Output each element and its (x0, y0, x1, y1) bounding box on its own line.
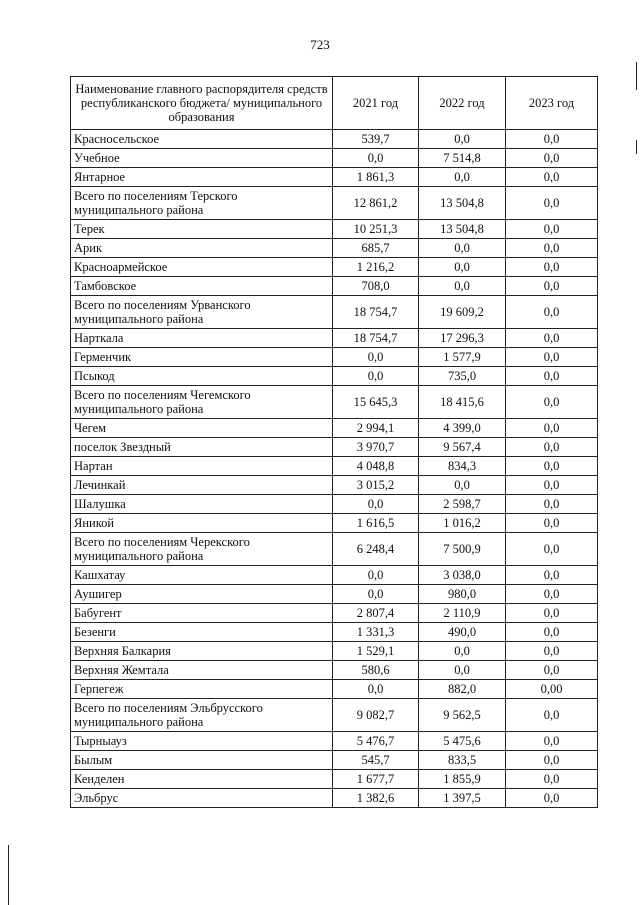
cell-2021: 0,0 (333, 367, 419, 386)
cell-2022: 0,0 (419, 661, 506, 680)
table-row (71, 680, 598, 699)
cell-2021: 685,7 (333, 239, 419, 258)
cell-2021: 2 807,4 (333, 604, 419, 623)
cell-2023: 0,0 (506, 457, 598, 476)
cell-2021: 580,6 (333, 661, 419, 680)
cell-2021: 1 216,2 (333, 258, 419, 277)
cell-2023: 0,0 (506, 476, 598, 495)
cell-2021: 18 754,7 (333, 329, 419, 348)
cell-2022: 0,0 (419, 476, 506, 495)
cell-2023: 0,0 (506, 296, 598, 329)
cell-name: Шалушка (71, 495, 333, 514)
cell-2023: 0,0 (506, 348, 598, 367)
header-2021: 2021 год (333, 77, 419, 130)
cell-2022: 834,3 (419, 457, 506, 476)
cell-2021: 12 861,2 (333, 187, 419, 220)
cell-2021: 6 248,4 (333, 533, 419, 566)
cell-2023: 0,0 (506, 187, 598, 220)
cell-2021: 0,0 (333, 566, 419, 585)
table-row (71, 419, 598, 438)
cell-name: Тамбовское (71, 277, 333, 296)
cell-name: Верхняя Жемтала (71, 661, 333, 680)
cell-2023: 0,0 (506, 661, 598, 680)
table-row-total (71, 533, 598, 566)
cell-2023: 0,0 (506, 642, 598, 661)
cell-2023: 0,0 (506, 604, 598, 623)
table-row-total (71, 699, 598, 732)
cell-2021: 1 616,5 (333, 514, 419, 533)
table-row (71, 239, 598, 258)
table-row (71, 642, 598, 661)
cell-name: Всего по поселениям Эльбрусского муниципального района (71, 699, 333, 732)
cell-2023: 0,0 (506, 419, 598, 438)
cell-2023: 0,0 (506, 751, 598, 770)
cell-2022: 1 855,9 (419, 770, 506, 789)
header-2023: 2023 год (506, 77, 598, 130)
cell-2022: 5 475,6 (419, 732, 506, 751)
cell-2022: 882,0 (419, 680, 506, 699)
table-row (71, 168, 598, 187)
table-row-total (71, 296, 598, 329)
cell-2022: 2 110,9 (419, 604, 506, 623)
table-row (71, 258, 598, 277)
table-row-total (71, 187, 598, 220)
cell-name: Псыкод (71, 367, 333, 386)
cell-2022: 1 016,2 (419, 514, 506, 533)
cell-2021: 708,0 (333, 277, 419, 296)
budget-table (70, 76, 598, 808)
cell-2023: 0,0 (506, 566, 598, 585)
table-row (71, 476, 598, 495)
cell-2022: 0,0 (419, 168, 506, 187)
cell-2021: 9 082,7 (333, 699, 419, 732)
cell-2023: 0,0 (506, 386, 598, 419)
cell-2023: 0,0 (506, 258, 598, 277)
cell-2022: 19 609,2 (419, 296, 506, 329)
cell-2022: 7 514,8 (419, 149, 506, 168)
table-row (71, 604, 598, 623)
cell-2021: 3 970,7 (333, 438, 419, 457)
cell-2022: 0,0 (419, 130, 506, 149)
cell-2021: 1 677,7 (333, 770, 419, 789)
cell-2022: 2 598,7 (419, 495, 506, 514)
cell-name: Всего по поселениям Чегемского муниципального района (71, 386, 333, 419)
cell-2022: 9 562,5 (419, 699, 506, 732)
table-row (71, 789, 598, 808)
cell-2022: 1 397,5 (419, 789, 506, 808)
cell-name: Герменчик (71, 348, 333, 367)
table-row (71, 220, 598, 239)
table-row (71, 438, 598, 457)
cell-2023: 0,0 (506, 585, 598, 604)
cell-2022: 4 399,0 (419, 419, 506, 438)
cell-2022: 980,0 (419, 585, 506, 604)
cell-name: Красноармейское (71, 258, 333, 277)
cell-name: Былым (71, 751, 333, 770)
scan-margin-mark (636, 140, 637, 154)
table-row (71, 149, 598, 168)
cell-2023: 0,0 (506, 277, 598, 296)
cell-2023: 0,0 (506, 220, 598, 239)
cell-name: Красносельское (71, 130, 333, 149)
cell-name: поселок Звездный (71, 438, 333, 457)
table-header-row (71, 77, 598, 130)
cell-2023: 0,0 (506, 130, 598, 149)
cell-name: Лечинкай (71, 476, 333, 495)
cell-2021: 0,0 (333, 348, 419, 367)
cell-name: Яникой (71, 514, 333, 533)
cell-2023: 0,0 (506, 770, 598, 789)
table-row (71, 585, 598, 604)
table-row (71, 514, 598, 533)
cell-2023: 0,0 (506, 367, 598, 386)
cell-2021: 15 645,3 (333, 386, 419, 419)
cell-2023: 0,0 (506, 239, 598, 258)
cell-2022: 17 296,3 (419, 329, 506, 348)
table-row (71, 623, 598, 642)
cell-name: Терек (71, 220, 333, 239)
table-row (71, 277, 598, 296)
cell-2023: 0,0 (506, 514, 598, 533)
cell-name: Верхняя Балкария (71, 642, 333, 661)
table-row (71, 348, 598, 367)
cell-2021: 1 861,3 (333, 168, 419, 187)
cell-name: Всего по поселениям Терского муниципального района (71, 187, 333, 220)
table-row-total (71, 386, 598, 419)
cell-2023: 0,0 (506, 789, 598, 808)
header-2022: 2022 год (419, 77, 506, 130)
table-row (71, 566, 598, 585)
cell-2022: 0,0 (419, 277, 506, 296)
table-row (71, 751, 598, 770)
cell-2021: 1 529,1 (333, 642, 419, 661)
cell-2021: 4 048,8 (333, 457, 419, 476)
cell-2022: 9 567,4 (419, 438, 506, 457)
table-row (71, 661, 598, 680)
cell-name: Эльбрус (71, 789, 333, 808)
cell-name: Безенги (71, 623, 333, 642)
cell-2023: 0,0 (506, 699, 598, 732)
cell-name: Нартан (71, 457, 333, 476)
cell-name: Аушигер (71, 585, 333, 604)
cell-name: Всего по поселениям Урванского муниципального района (71, 296, 333, 329)
cell-2023: 0,0 (506, 623, 598, 642)
cell-name: Кенделен (71, 770, 333, 789)
cell-2023: 0,0 (506, 329, 598, 348)
cell-name: Герпегеж (71, 680, 333, 699)
cell-2021: 1 331,3 (333, 623, 419, 642)
cell-name: Нарткала (71, 329, 333, 348)
cell-2022: 0,0 (419, 239, 506, 258)
cell-2023: 0,0 (506, 495, 598, 514)
cell-2022: 7 500,9 (419, 533, 506, 566)
cell-name: Чегем (71, 419, 333, 438)
cell-2022: 1 577,9 (419, 348, 506, 367)
cell-2023: 0,00 (506, 680, 598, 699)
table-body (71, 130, 598, 808)
page-number: 723 (310, 37, 330, 52)
cell-2022: 18 415,6 (419, 386, 506, 419)
table-row (71, 495, 598, 514)
cell-2022: 13 504,8 (419, 187, 506, 220)
header-name: Наименование главного распорядителя средств республиканского бюджета/ муниципального образования (71, 77, 333, 130)
cell-2022: 735,0 (419, 367, 506, 386)
cell-2022: 490,0 (419, 623, 506, 642)
cell-name: Учебное (71, 149, 333, 168)
table-row (71, 130, 598, 149)
cell-2022: 3 038,0 (419, 566, 506, 585)
cell-2021: 0,0 (333, 495, 419, 514)
cell-2021: 545,7 (333, 751, 419, 770)
cell-2021: 5 476,7 (333, 732, 419, 751)
cell-name: Тырныауз (71, 732, 333, 751)
cell-2021: 2 994,1 (333, 419, 419, 438)
cell-2021: 0,0 (333, 585, 419, 604)
table-row (71, 770, 598, 789)
cell-name: Бабугент (71, 604, 333, 623)
cell-2021: 0,0 (333, 680, 419, 699)
table-row (71, 457, 598, 476)
cell-2023: 0,0 (506, 533, 598, 566)
cell-2022: 13 504,8 (419, 220, 506, 239)
cell-name: Арик (71, 239, 333, 258)
cell-2021: 10 251,3 (333, 220, 419, 239)
cell-2023: 0,0 (506, 168, 598, 187)
cell-2021: 539,7 (333, 130, 419, 149)
cell-2022: 0,0 (419, 258, 506, 277)
cell-2023: 0,0 (506, 732, 598, 751)
cell-2021: 18 754,7 (333, 296, 419, 329)
cell-2022: 833,5 (419, 751, 506, 770)
table-row (71, 367, 598, 386)
cell-2023: 0,0 (506, 438, 598, 457)
cell-name: Всего по поселениям Черекского муниципального района (71, 533, 333, 566)
cell-2021: 3 015,2 (333, 476, 419, 495)
cell-2022: 0,0 (419, 642, 506, 661)
scan-margin-mark (636, 62, 637, 90)
cell-name: Кашхатау (71, 566, 333, 585)
cell-2021: 0,0 (333, 149, 419, 168)
cell-name: Янтарное (71, 168, 333, 187)
cell-2023: 0,0 (506, 149, 598, 168)
table-row (71, 732, 598, 751)
scan-margin-mark (8, 845, 9, 905)
cell-2021: 1 382,6 (333, 789, 419, 808)
table-row (71, 329, 598, 348)
